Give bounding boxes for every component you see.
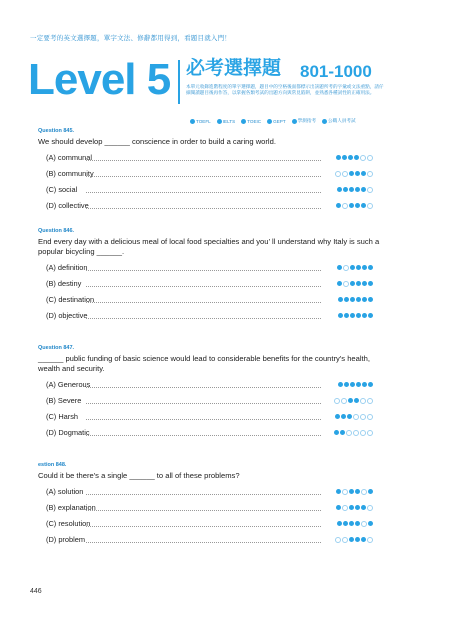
exam-mark-icon (343, 265, 349, 271)
dotted-leader (86, 419, 321, 420)
exam-mark-icon (367, 430, 373, 436)
exam-mark-icon (355, 521, 360, 526)
option-label: (B) destiny (46, 279, 82, 288)
dotted-leader (86, 302, 321, 303)
exam-mark-icon (368, 489, 373, 494)
exam-mark-icon (346, 430, 352, 436)
exam-mark-icon (360, 155, 366, 161)
legend-item (190, 118, 211, 124)
exam-mark-icon (350, 382, 355, 387)
exam-marks (338, 313, 373, 318)
section-description: 本單元收錄進階程度的單字選擇題，題目中的空格後面都標示出該題所考的字彙或文法重點，請仔細閱讀題目後再作答，以掌握各類考試的出題方向與常見陷阱，並熟悉各種詞性的正確用法。 (186, 84, 384, 95)
exam-mark-icon (337, 187, 342, 192)
legend-label: IELTS (222, 118, 236, 124)
exam-mark-icon (367, 187, 373, 193)
question-label: Question 846. (38, 228, 75, 234)
legend-item (292, 118, 316, 124)
exam-marks (336, 155, 373, 161)
question-label: estion 848. (38, 462, 67, 468)
legend-item (241, 118, 261, 124)
exam-mark-icon (356, 382, 361, 387)
option-label: (A) Generous (46, 380, 91, 389)
exam-marks (335, 171, 373, 177)
exam-mark-icon (360, 398, 366, 404)
dotted-leader (86, 494, 321, 495)
exam-mark-icon (367, 398, 373, 404)
exam-mark-icon (367, 537, 373, 543)
exam-mark-icon (367, 203, 373, 209)
exam-marks (334, 430, 373, 436)
exam-mark-icon (342, 505, 348, 511)
answer-option[interactable] (46, 276, 383, 292)
exam-marks (337, 187, 373, 193)
exam-mark-icon (336, 203, 341, 208)
exam-mark-icon (344, 297, 349, 302)
option-label: (C) social (46, 185, 78, 194)
dotted-leader (86, 286, 321, 287)
exam-marks (338, 297, 373, 302)
exam-mark-icon (361, 505, 366, 510)
exam-mark-icon (355, 203, 360, 208)
dotted-leader (86, 542, 321, 543)
exam-mark-icon (368, 281, 373, 286)
exam-marks (336, 489, 373, 495)
exam-mark-icon (355, 537, 360, 542)
exam-mark-icon (349, 521, 354, 526)
option-label: (B) explanation (46, 503, 96, 512)
dotted-leader (86, 176, 321, 177)
question-text: ______ public funding of basic science would lead to considerable benefits for the country's health, wealth and security. (38, 354, 370, 373)
answer-option[interactable] (46, 393, 383, 409)
exam-mark-icon (362, 297, 367, 302)
legend-label: 公職人員考試 (328, 118, 356, 123)
level-heading: Level 5 (28, 55, 171, 104)
exam-legend (190, 118, 356, 124)
dotted-leader (86, 192, 321, 193)
question-text: Could it be there's a single ______ to all of these problems? (38, 471, 240, 480)
exam-mark-icon (349, 489, 354, 494)
exam-mark-icon (361, 203, 366, 208)
exam-mark-icon (361, 489, 367, 495)
exam-mark-icon (349, 505, 354, 510)
exam-mark-icon (342, 155, 347, 160)
option-label: (C) destination (46, 295, 95, 304)
exam-mark-icon (368, 297, 373, 302)
answer-option[interactable] (46, 150, 383, 166)
section-range: 801-1000 (300, 62, 372, 81)
title-divider (178, 60, 180, 104)
dotted-leader (86, 160, 321, 161)
option-label: (A) solution (46, 487, 84, 496)
exam-mark-icon (354, 398, 359, 403)
legend-label: 學測指考 (297, 118, 317, 123)
exam-mark-icon (355, 505, 360, 510)
legend-label: GEPT (273, 118, 286, 124)
top-note: 一定要考的英文選擇題，單字文法、修辭都用得到，看題目就入門！ (30, 35, 231, 42)
answer-option[interactable] (46, 166, 383, 182)
dotted-leader (86, 510, 321, 511)
exam-mark-icon (362, 382, 367, 387)
exam-mark-icon (362, 265, 367, 270)
answer-option[interactable] (46, 532, 383, 548)
option-label: (A) definition (46, 263, 88, 272)
answer-option[interactable] (46, 425, 383, 441)
exam-mark-icon (342, 171, 348, 177)
legend-dot-icon (217, 119, 222, 124)
exam-mark-icon (344, 382, 349, 387)
exam-mark-icon (353, 414, 359, 420)
exam-mark-icon (349, 203, 354, 208)
question-label: Question 847. (38, 345, 75, 351)
exam-mark-icon (362, 313, 367, 318)
section-title: 必考選擇題 (186, 58, 282, 79)
exam-mark-icon (350, 265, 355, 270)
answer-option[interactable] (46, 516, 383, 532)
exam-mark-icon (356, 265, 361, 270)
option-label: (A) communal (46, 153, 92, 162)
option-label: (B) community (46, 169, 94, 178)
exam-mark-icon (336, 155, 341, 160)
exam-mark-icon (337, 265, 342, 270)
exam-marks (337, 521, 373, 527)
page-number: 446 (30, 588, 42, 595)
exam-marks (336, 203, 373, 209)
option-label: (C) resolution (46, 519, 91, 528)
option-label: (D) problem (46, 535, 86, 544)
exam-mark-icon (343, 521, 348, 526)
answer-option[interactable] (46, 182, 383, 198)
exam-mark-icon (367, 414, 373, 420)
exam-mark-icon (353, 430, 359, 436)
exam-mark-icon (350, 313, 355, 318)
answer-option[interactable] (46, 484, 383, 500)
dotted-leader (86, 403, 321, 404)
legend-label: TOEIC (247, 118, 262, 124)
exam-mark-icon (361, 171, 366, 176)
legend-dot-icon (241, 119, 246, 124)
option-label: (B) Severe (46, 396, 82, 405)
exam-mark-icon (334, 430, 339, 435)
exam-mark-icon (362, 281, 367, 286)
exam-mark-icon (368, 313, 373, 318)
answer-option[interactable] (46, 198, 383, 214)
exam-mark-icon (368, 521, 373, 526)
question-label: Question 845. (38, 128, 75, 134)
exam-mark-icon (354, 155, 359, 160)
legend-dot-icon (190, 119, 195, 124)
legend-item (217, 118, 235, 124)
question-text: We should develop ______ conscience in order to build a caring world. (38, 137, 276, 146)
legend-dot-icon (322, 119, 327, 124)
exam-mark-icon (350, 297, 355, 302)
question-block (38, 345, 383, 441)
legend-dot-icon (292, 119, 297, 124)
exam-mark-icon (348, 155, 353, 160)
exam-mark-icon (349, 187, 354, 192)
exam-marks (336, 505, 373, 511)
exam-mark-icon (340, 430, 345, 435)
dotted-leader (86, 387, 321, 388)
exam-mark-icon (367, 171, 373, 177)
exam-mark-icon (355, 489, 360, 494)
exam-mark-icon (342, 203, 348, 209)
exam-mark-icon (361, 187, 366, 192)
answer-option[interactable] (46, 377, 383, 393)
question-block (38, 128, 383, 214)
exam-mark-icon (356, 313, 361, 318)
legend-item (322, 118, 356, 124)
option-label: (D) collective (46, 201, 89, 210)
legend-item (267, 118, 286, 124)
exam-mark-icon (342, 537, 348, 543)
dotted-leader (86, 208, 321, 209)
exam-mark-icon (335, 537, 341, 543)
exam-mark-icon (361, 537, 366, 542)
exam-mark-icon (341, 398, 347, 404)
answer-option[interactable] (46, 260, 383, 276)
exam-mark-icon (367, 505, 373, 511)
exam-mark-icon (342, 489, 348, 495)
option-label: (D) objective (46, 311, 88, 320)
exam-mark-icon (360, 430, 366, 436)
exam-mark-icon (361, 521, 367, 527)
exam-mark-icon (337, 521, 342, 526)
question-text: End every day with a delicious meal of local food specialties and you’ ll understand why Italy is such a popular bicycling ______. (38, 237, 380, 256)
exam-mark-icon (355, 171, 360, 176)
exam-marks (337, 281, 373, 287)
exam-mark-icon (349, 171, 354, 176)
exam-mark-icon (334, 398, 340, 404)
exam-mark-icon (338, 297, 343, 302)
exam-mark-icon (338, 382, 343, 387)
question-block (38, 228, 383, 324)
dotted-leader (86, 318, 321, 319)
legend-dot-icon (267, 119, 272, 124)
exam-mark-icon (338, 313, 343, 318)
exam-mark-icon (336, 489, 341, 494)
dotted-leader (86, 270, 321, 271)
exam-marks (335, 414, 373, 420)
option-label: (C) Harsh (46, 412, 79, 421)
exam-marks (334, 398, 373, 404)
exam-mark-icon (343, 281, 349, 287)
exam-mark-icon (349, 537, 354, 542)
exam-marks (337, 265, 373, 271)
exam-mark-icon (341, 414, 346, 419)
exam-mark-icon (368, 382, 373, 387)
answer-option[interactable] (46, 500, 383, 516)
exam-mark-icon (336, 505, 341, 510)
exam-mark-icon (355, 187, 360, 192)
exam-mark-icon (347, 414, 352, 419)
exam-marks (335, 537, 373, 543)
exam-mark-icon (367, 155, 373, 161)
exam-mark-icon (350, 281, 355, 286)
dotted-leader (86, 526, 321, 527)
answer-option[interactable] (46, 292, 383, 308)
answer-option[interactable] (46, 409, 383, 425)
option-label: (D) Dogmatic (46, 428, 90, 437)
question-block (38, 462, 383, 548)
dotted-leader (86, 435, 321, 436)
exam-mark-icon (343, 187, 348, 192)
exam-marks (338, 382, 373, 387)
exam-mark-icon (335, 414, 340, 419)
exam-mark-icon (344, 313, 349, 318)
exam-mark-icon (335, 171, 341, 177)
answer-option[interactable] (46, 308, 383, 324)
exam-mark-icon (356, 297, 361, 302)
exam-mark-icon (348, 398, 353, 403)
exam-mark-icon (360, 414, 366, 420)
legend-label: TOEFL (196, 118, 211, 124)
exam-mark-icon (356, 281, 361, 286)
exam-mark-icon (368, 265, 373, 270)
exam-mark-icon (337, 281, 342, 286)
